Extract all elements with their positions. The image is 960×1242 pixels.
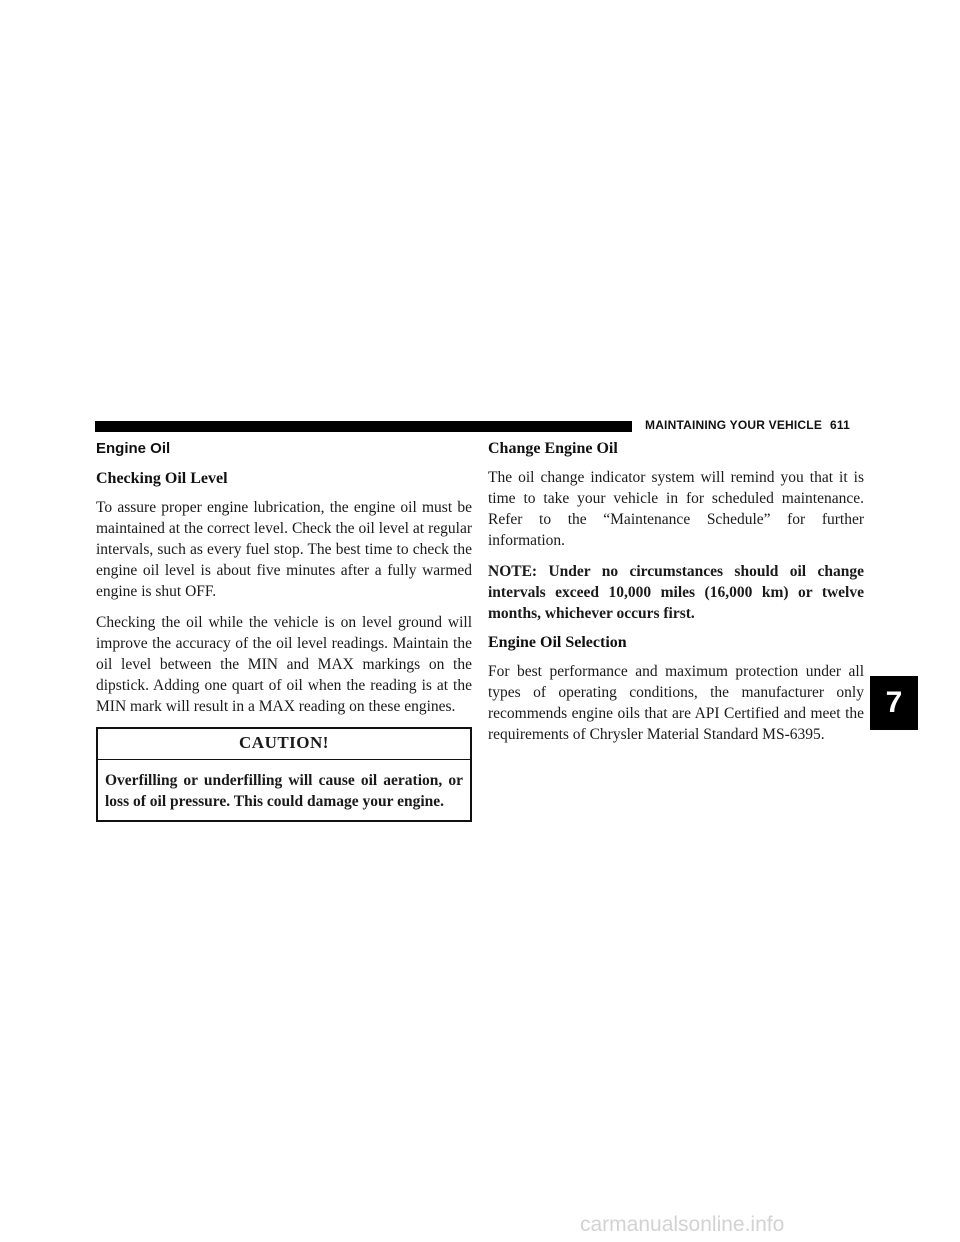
note-paragraph: NOTE: Under no circumstances should oil change intervals exceed 10,000 miles (16,000 km) or twelve months, whichever occurs first. — [488, 563, 864, 622]
subheading-oil-selection: Engine Oil Selection — [488, 634, 627, 651]
paragraph: For best performance and maximum protection under all types of operating conditions, the manufacturer only recommends engine oils that are API Certified and meet the requirements of Chrysler Material Standard MS-6395. — [488, 663, 864, 743]
paragraph: The oil change indicator system will remind you that it is time to take your vehicle in for scheduled maintenance. Refer to the “Maintenance Schedule” for further information. — [488, 469, 864, 549]
right-column — [488, 440, 864, 755]
watermark-text: carmanualsonline.info — [580, 1213, 785, 1236]
paragraph: Checking the oil while the vehicle is on level ground will improve the accuracy of the oil level readings. Maintain the oil level between the MIN and MAX markings on the dipstick. Adding one quart of oil when the reading is at the MIN mark will result in a MAX reading on these engines. — [96, 614, 472, 715]
caution-box — [96, 727, 472, 822]
header-rule — [95, 421, 632, 432]
chapter-title: MAINTAINING YOUR VEHICLE — [645, 418, 823, 432]
subheading-checking-oil: Checking Oil Level — [96, 470, 228, 487]
caution-title: CAUTION! — [98, 729, 470, 760]
chapter-tab: 7 — [870, 676, 918, 730]
subheading-change-oil: Change Engine Oil — [488, 440, 618, 457]
running-header — [645, 418, 850, 432]
caution-text: Overfilling or underfilling will cause oil aeration, or loss of oil pressure. This could damage your engine. — [105, 772, 463, 810]
paragraph: To assure proper engine lubrication, the engine oil must be maintained at the correct level. Check the oil level at regular intervals, such as every fuel stop. The best time to check the engine oil level is about five minutes after a fully warmed engine is shut OFF. — [96, 499, 472, 600]
section-title: Engine Oil — [96, 440, 171, 457]
page-number: 611 — [830, 418, 850, 432]
left-column — [96, 440, 472, 822]
